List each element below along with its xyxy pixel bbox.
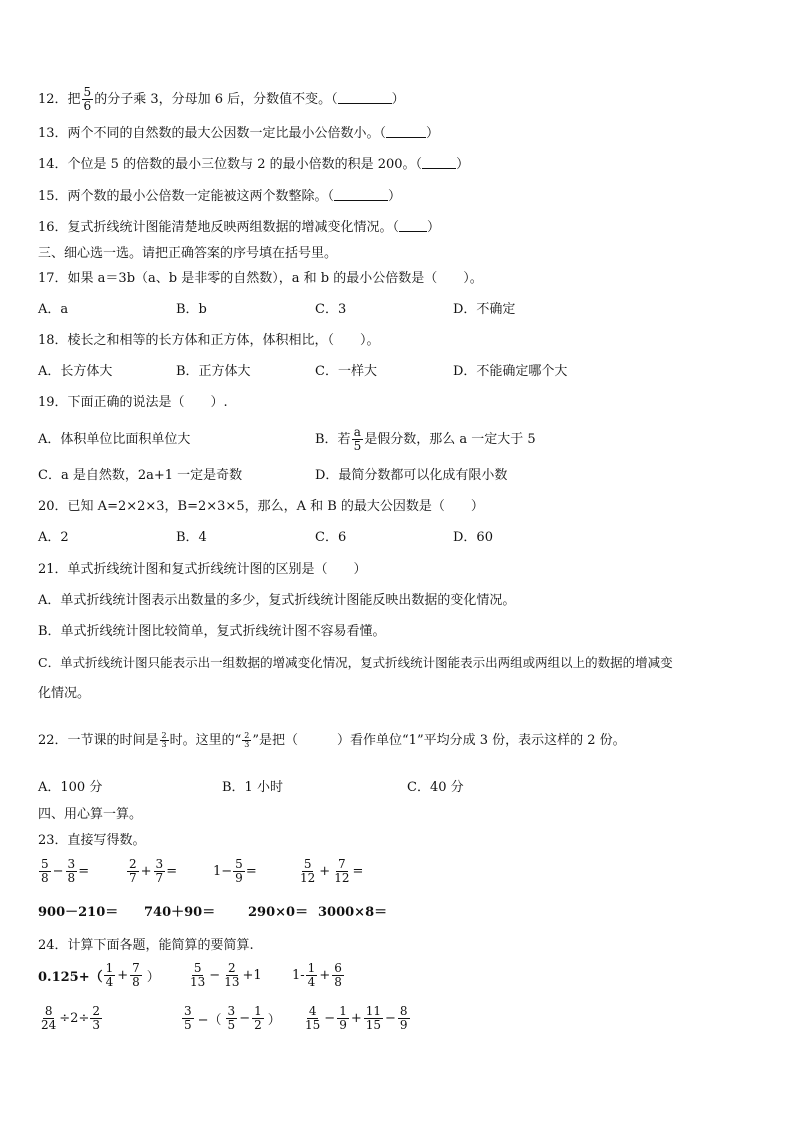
q12-fraction: $\frac{5}{6}$ [83, 85, 92, 113]
q15-answer-blank[interactable] [334, 187, 388, 201]
q21-option-b[interactable]: B．单式折线统计图比较简单，复式折线统计图不容易看懂。 [38, 624, 386, 639]
q12-pre: 12．把 [38, 92, 81, 107]
section-3-heading: 三、细心选一选。请把正确答案的序号填在括号里。 [38, 246, 338, 261]
question-19: 19．下面正确的说法是（ ）. [38, 395, 228, 410]
q23-expr-1: $\frac{5}{8}$ − $\frac{3}{8}$ = [41, 857, 90, 885]
q20-option-d[interactable]: D．60 [453, 530, 493, 545]
question-20: 20．已知 A=2×2×3，B=2×3×5，那么，A 和 B 的最大公因数是（ ） [38, 499, 484, 514]
q19-option-b[interactable]: B．若 $\frac{a}{5}$ 是假分数，那么 a 一定大于 5 [315, 425, 536, 453]
q19-option-a[interactable]: A．体积单位比面积单位大 [38, 432, 191, 447]
question-14: 14．个位是 5 的倍数的最小三位数与 2 的最小倍数的积是 200。（ ） [38, 157, 470, 172]
question-22: 22．一节课的时间是 $\frac{2}{3}$ 时。这里的“ $\frac{2}{3}$ ”是把（ ）看作单位“1”平均分成 3 份，表示这样的 2 份。 [38, 731, 626, 749]
question-18: 18．棱长之和相等的长方体和正方体，体积相比，（ ）。 [38, 333, 380, 348]
q24-expr-4: $\frac{8}{24}$ ÷2÷ $\frac{2}{3}$ [41, 1004, 100, 1032]
q21-option-c-continued: 化情况。 [38, 686, 91, 701]
q24-expr-3: 1- $\frac{1}{4}$ + $\frac{6}{8}$ [292, 961, 342, 989]
q17-option-b[interactable]: B．b [176, 302, 207, 317]
q23-expr-3: 1− $\frac{5}{9}$ = [213, 857, 257, 885]
question-16: 16．复式折线统计图能清楚地反映两组数据的增减变化情况。（ ） [38, 220, 441, 235]
question-12: 12．把 $\frac{5}{6}$ 的分子乘 3，分母加 6 后，分数值不变。（ ） [38, 85, 405, 113]
q19-option-c[interactable]: C．a 是自然数，2a+1 一定是奇数 [38, 468, 243, 483]
q23-expr-7: 290×0＝ [248, 905, 309, 920]
q17-option-d[interactable]: D．不确定 [453, 302, 516, 317]
q20-option-a[interactable]: A．2 [38, 530, 69, 545]
q12-post: 的分子乘 3，分母加 6 后，分数值不变。（ [94, 92, 338, 107]
q13-answer-blank[interactable] [386, 124, 426, 138]
q23-expr-4: $\frac{5}{12}$ + $\frac{7}{12}$ = [300, 857, 364, 885]
q21-option-a[interactable]: A．单式折线统计图表示出数量的多少，复式折线统计图能反映出数据的变化情况。 [38, 593, 516, 608]
q17-option-c[interactable]: C．3 [315, 302, 347, 317]
q23-expr-2: $\frac{2}{7}$ + $\frac{3}{7}$ = [129, 857, 178, 885]
question-15: 15．两个数的最小公倍数一定能被这两个数整除。（ ） [38, 189, 402, 204]
q22-option-a[interactable]: A．100 分 [38, 780, 103, 795]
q18-option-d[interactable]: D．不能确定哪个大 [453, 364, 568, 379]
q24-expr-2: $\frac{5}{13}$ − $\frac{2}{13}$ +1 [190, 961, 262, 989]
q22-option-c[interactable]: C．40 分 [407, 780, 464, 795]
question-23: 23．直接写得数。 [38, 833, 146, 848]
q24-expr-5: $\frac{3}{5}$ −（ $\frac{3}{5}$ − $\frac{1}{2}$ ） [184, 1004, 281, 1032]
q23-expr-6: 740＋90＝ [144, 905, 216, 920]
question-13: 13．两个不同的自然数的最大公因数一定比最小公倍数小。（ ） [38, 126, 440, 141]
q24-expr-1: 0.125+（ $\frac{1}{4}$ + $\frac{7}{8}$ ） [38, 961, 160, 989]
q18-option-b[interactable]: B．正方体大 [176, 364, 251, 379]
q20-option-b[interactable]: B．4 [176, 530, 207, 545]
question-17: 17．如果 a＝3b（a、b 是非零的自然数），a 和 b 的最小公倍数是（ ）。 [38, 271, 483, 286]
q21-option-c[interactable]: C．单式折线统计图只能表示出一组数据的增减变化情况，复式折线统计图能表示出两组或两组以上的数据的增减变 [38, 655, 673, 670]
question-21: 21．单式折线统计图和复式折线统计图的区别是（ ） [38, 562, 367, 577]
section-4-heading: 四、用心算一算。 [38, 807, 143, 822]
q19-option-d[interactable]: D．最简分数都可以化成有限小数 [315, 468, 508, 483]
q22-option-b[interactable]: B．1 小时 [222, 780, 283, 795]
q16-answer-blank[interactable] [399, 218, 427, 232]
q14-answer-blank[interactable] [422, 155, 456, 169]
q17-option-a[interactable]: A．a [38, 302, 69, 317]
q12-answer-blank[interactable] [338, 90, 392, 104]
q24-expr-6: $\frac{4}{15}$ − $\frac{1}{9}$ + $\frac{11}{15}$ − $\frac{8}{9}$ [305, 1004, 408, 1032]
q20-option-c[interactable]: C．6 [315, 530, 347, 545]
q18-option-a[interactable]: A．长方体大 [38, 364, 113, 379]
question-24: 24．计算下面各题，能简算的要简算. [38, 938, 254, 953]
q23-expr-5: 900－210＝ [38, 905, 119, 920]
q18-option-c[interactable]: C．一样大 [315, 364, 377, 379]
q23-expr-8: 3000×8＝ [318, 905, 388, 920]
